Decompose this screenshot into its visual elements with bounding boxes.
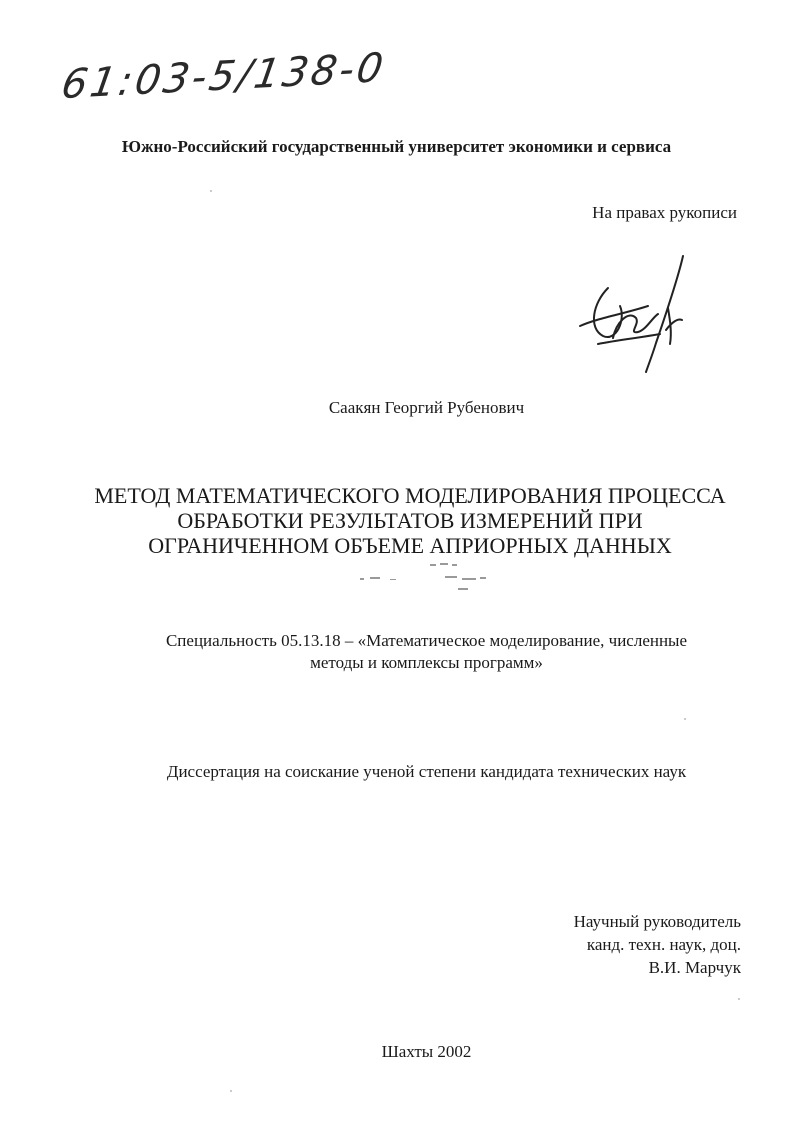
city-year: Шахты 2002	[381, 1042, 472, 1061]
specialty-line: методы и комплексы программ»	[310, 653, 543, 672]
faint-stamp-icon	[340, 560, 520, 600]
scan-speck	[210, 190, 212, 192]
scan-speck	[684, 718, 686, 720]
scan-speck	[738, 998, 740, 1000]
university-name: Южно-Российский государственный университет экономики и сервиса	[121, 137, 672, 156]
degree-statement: Диссертация на соискание ученой степени кандидата технических наук	[166, 762, 687, 781]
title-line: ОГРАНИЧЕННОМ ОБЪЕМЕ АПРИОРНЫХ ДАННЫХ	[148, 533, 672, 558]
author-name: Саакян Георгий Рубенович	[328, 398, 525, 417]
scan-speck	[230, 1090, 232, 1092]
supervisor-block	[574, 910, 741, 979]
title-line: ОБРАБОТКИ РЕЗУЛЬТАТОВ ИЗМЕРЕНИЙ ПРИ	[177, 508, 643, 533]
rights-note: На правах рукописи	[592, 203, 737, 222]
title-line: МЕТОД МАТЕМАТИЧЕСКОГО МОДЕЛИРОВАНИЯ ПРОЦЕССА	[94, 483, 726, 508]
dissertation-title	[0, 483, 793, 558]
signature-icon	[568, 248, 698, 373]
specialty-line: Специальность 05.13.18 – «Математическое моделирование, численные	[165, 631, 688, 650]
registry-code-handwritten: 61:03-5/138-0	[58, 44, 390, 109]
supervisor-degree: канд. техн. наук, доц.	[586, 935, 741, 954]
supervisor-name: В.И. Марчук	[648, 958, 741, 977]
specialty	[0, 630, 793, 674]
supervisor-role: Научный руководитель	[573, 912, 741, 931]
